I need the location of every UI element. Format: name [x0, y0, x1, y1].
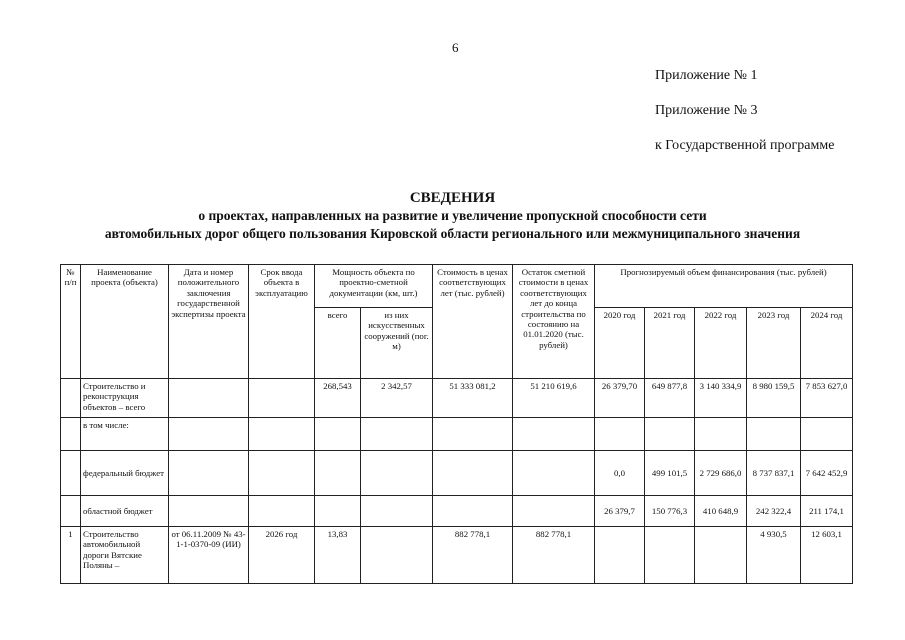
page-number: 6 [452, 40, 459, 55]
cell-2022: 3 140 334,9 [695, 379, 747, 418]
cell-2022: 2 729 686,0 [695, 451, 747, 496]
table-row [61, 418, 853, 451]
cell-cost [433, 451, 513, 496]
cell-2021: 499 101,5 [645, 451, 695, 496]
cell-name: федеральный бюджет [81, 451, 169, 496]
header-year-2024: 2024 год [801, 308, 853, 379]
cell-name: областной бюджет [81, 496, 169, 527]
cell-name: в том числе: [81, 418, 169, 451]
cell-capacity-art [361, 418, 433, 451]
cell-cost: 882 778,1 [433, 527, 513, 584]
cell-2020: 0,0 [595, 451, 645, 496]
cell-capacity-art [361, 527, 433, 584]
cell-2023 [747, 418, 801, 451]
header-date: Дата и номер положительного заключения государственной экспертизы проекта [169, 265, 249, 379]
cell-2021 [645, 527, 695, 584]
cell-capacity-art [361, 496, 433, 527]
header-num: № п/п [61, 265, 81, 379]
header-term: Срок ввода объекта в эксплуатацию [249, 265, 315, 379]
cell-remainder [513, 496, 595, 527]
cell-remainder [513, 418, 595, 451]
cell-remainder: 51 210 619,6 [513, 379, 595, 418]
cell-2020 [595, 527, 645, 584]
cell-term [249, 379, 315, 418]
cell-capacity-art [361, 451, 433, 496]
cell-2024: 7 853 627,0 [801, 379, 853, 418]
cell-capacity-total: 13,83 [315, 527, 361, 584]
header-forecast: Прогнозируемый объем финансирования (тыс. рублей) [595, 265, 853, 308]
cell-term [249, 418, 315, 451]
cell-capacity-total [315, 496, 361, 527]
cell-cost [433, 418, 513, 451]
header-name: Наименование проекта (объекта) [81, 265, 169, 379]
cell-2022: 410 648,9 [695, 496, 747, 527]
projects-table [60, 264, 853, 584]
cell-date [169, 379, 249, 418]
cell-date [169, 451, 249, 496]
cell-2024: 7 642 452,9 [801, 451, 853, 496]
cell-num [61, 496, 81, 527]
cell-num [61, 451, 81, 496]
cell-term: 2026 год [249, 527, 315, 584]
header-capacity-art: из них искусственных сооружений (пог. м) [361, 308, 433, 379]
cell-date [169, 496, 249, 527]
header-year-2023: 2023 год [747, 308, 801, 379]
cell-capacity-art: 2 342,57 [361, 379, 433, 418]
cell-2023: 4 930,5 [747, 527, 801, 584]
cell-2024: 211 174,1 [801, 496, 853, 527]
cell-2024 [801, 418, 853, 451]
cell-2023: 8 737 837,1 [747, 451, 801, 496]
cell-cost [433, 496, 513, 527]
cell-2021: 649 877,8 [645, 379, 695, 418]
document-subtitle-line-2: автомобильных дорог общего пользования Кировской области регионального или межмуниципального значения [104, 226, 801, 241]
cell-date [169, 418, 249, 451]
cell-2022 [695, 527, 747, 584]
cell-remainder: 882 778,1 [513, 527, 595, 584]
document-subtitle-line-1: о проектах, направленных на развитие и увеличение пропускной способности сети [198, 208, 707, 223]
cell-num [61, 379, 81, 418]
cell-num: 1 [61, 527, 81, 584]
cell-name: Строительство и реконструкция объектов – всего [81, 379, 169, 418]
cell-2020 [595, 418, 645, 451]
header-cost: Стоимость в ценах соответствующих лет (тыс. рублей) [433, 265, 513, 379]
cell-cost: 51 333 081,2 [433, 379, 513, 418]
table-row [61, 379, 853, 418]
appendix-line-3: к Государственной программе [655, 138, 835, 153]
header-year-2021: 2021 год [645, 308, 695, 379]
cell-date: от 06.11.2009 № 43-1-1-0370-09 (ИИ) [169, 527, 249, 584]
cell-remainder [513, 451, 595, 496]
table-row [61, 527, 853, 584]
header-remainder: Остаток сметной стоимости в ценах соответствующих лет до конца строительства по состоянию на 01.01.2020 (тыс. рублей) [513, 265, 595, 379]
appendix-line-1: Приложение № 1 [655, 68, 758, 83]
cell-term [249, 451, 315, 496]
cell-name: Строительство автомобильной дороги Вятские Поляны – [81, 527, 169, 584]
cell-term [249, 496, 315, 527]
cell-capacity-total: 268,543 [315, 379, 361, 418]
cell-2020: 26 379,7 [595, 496, 645, 527]
header-capacity-total: всего [315, 308, 361, 379]
table-row [61, 451, 853, 496]
document-title: СВЕДЕНИЯ [409, 190, 496, 206]
cell-2024: 12 603,1 [801, 527, 853, 584]
appendix-line-2: Приложение № 3 [655, 103, 758, 118]
cell-capacity-total [315, 418, 361, 451]
cell-num [61, 418, 81, 451]
cell-2022 [695, 418, 747, 451]
cell-2021: 150 776,3 [645, 496, 695, 527]
header-capacity: Мощность объекта по проектно-сметной документации (км, шт.) [315, 265, 433, 308]
cell-2023: 242 322,4 [747, 496, 801, 527]
table-row [61, 496, 853, 527]
cell-2021 [645, 418, 695, 451]
header-year-2020: 2020 год [595, 308, 645, 379]
cell-2023: 8 980 159,5 [747, 379, 801, 418]
cell-capacity-total [315, 451, 361, 496]
header-year-2022: 2022 год [695, 308, 747, 379]
cell-2020: 26 379,70 [595, 379, 645, 418]
